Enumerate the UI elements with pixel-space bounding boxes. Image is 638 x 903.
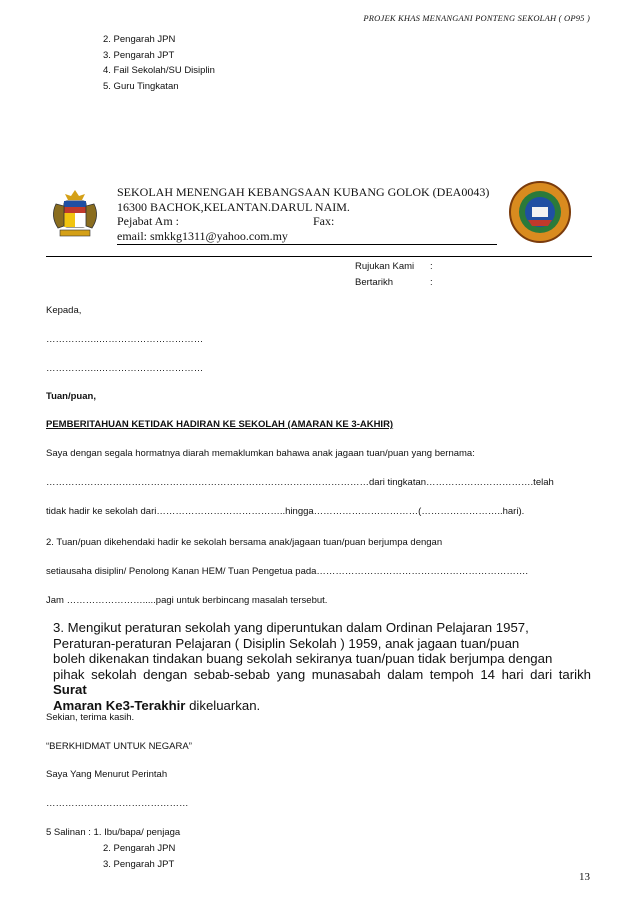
para3-text: dikeluarkan. — [185, 697, 261, 713]
list-item: 4. Fail Sekolah/SU Disiplin — [103, 65, 215, 76]
motto: “BERKHIDMAT UNTUK NEGARA” — [46, 741, 192, 752]
address-line: ……………..…………………………… — [46, 363, 204, 374]
subject-line: PEMBERITAHUAN KETIDAK HADIRAN KE SEKOLAH (AMARAN KE 3-AKHIR) — [46, 419, 394, 430]
page-number: 13 — [579, 871, 590, 883]
office-label: Pejabat Am : — [117, 214, 179, 228]
para2-line: Jam …………………….....pagi untuk berbincang masalah tersebut. — [46, 595, 328, 606]
reference-block — [355, 261, 433, 293]
rujukan-colon: : — [430, 261, 433, 272]
school-email: email: smkkg1311@yahoo.com.my — [117, 228, 288, 243]
kepada: Kepada, — [46, 305, 82, 316]
para3-line — [53, 698, 591, 714]
fill-line-absence: tidak hadir ke sekolah dari…………………………………..hingga……………………………(……………………..hari). — [46, 506, 525, 517]
para3-line: boleh dikenakan tindakan buang sekolah sekiranya tuan/puan tidak berjumpa dengan — [53, 651, 553, 666]
top-copy-list — [103, 34, 215, 96]
fax-label: Fax: — [313, 214, 335, 228]
rujukan-label: Rujukan Kami — [355, 261, 415, 272]
closing: Sekian, terima kasih. — [46, 712, 135, 723]
copies-label: 5 Salinan : 1. Ibu/bapa/ penjaga — [46, 827, 181, 838]
school-logo-icon — [508, 180, 572, 244]
school-name: SEKOLAH MENENGAH KEBANGSAAN KUBANG GOLOK (DEA0043) — [117, 185, 490, 199]
list-item: 5. Guru Tingkatan — [103, 80, 179, 92]
school-phone-fax — [117, 214, 489, 229]
para3-text: pihak sekolah dengan sebab-sebab yang munasabah dalam tempoh 14 hari dari tarikh — [53, 666, 591, 682]
para3-bold: Amaran Ke3-Terakhir — [53, 697, 186, 713]
letterhead-underline — [117, 244, 497, 245]
salutation: Tuan/puan, — [46, 391, 96, 402]
school-address: 16300 BACHOK,KELANTAN.DARUL NAIM. — [117, 199, 350, 214]
intro-text: Saya dengan segala hormatnya diarah memaklumkan bahawa anak jagaan tuan/puan yang bernama: — [46, 448, 475, 459]
list-item: 3. Pengarah JPT — [103, 49, 175, 61]
list-item: 2. Pengarah JPN — [103, 34, 176, 45]
school-letterhead — [117, 185, 489, 243]
signature-line: ……………………………………… — [46, 798, 189, 809]
fill-line-student: …………………………………………………………………………………………dari tingkatan…………………………….telah — [46, 477, 554, 488]
bertarikh-colon: : — [430, 277, 433, 288]
para3-bold: Surat — [53, 682, 87, 697]
bertarikh-label: Bertarikh — [355, 277, 394, 288]
address-line: ……………..…………………………… — [46, 334, 204, 345]
header-note: PROJEK KHAS MENANGANI PONTENG SEKOLAH ( OP95 ) — [363, 13, 590, 23]
para3-line: Peraturan-peraturan Pelajaran ( Disiplin Sekolah ) 1959, anak jagaan tuan/puan — [53, 635, 520, 651]
para3-line: 3. Mengikut peraturan sekolah yang diperuntukan dalam Ordinan Pelajaran 1957, — [53, 620, 529, 635]
yours-faithfully: Saya Yang Menurut Perintah — [46, 769, 168, 780]
paragraph-3 — [53, 620, 591, 713]
letterhead-rule — [46, 256, 592, 257]
national-crest-icon — [46, 186, 104, 244]
para3-line — [53, 667, 591, 698]
copies-item: 2. Pengarah JPN — [103, 843, 176, 854]
copies-item: 3. Pengarah JPT — [103, 859, 175, 870]
para2-line: setiausaha disiplin/ Penolong Kanan HEM/ Tuan Pengetua pada…………………………………………………………. — [46, 566, 529, 577]
para2-line: 2. Tuan/puan dikehendaki hadir ke sekolah bersama anak/jagaan tuan/puan berjumpa dengan — [46, 537, 443, 548]
